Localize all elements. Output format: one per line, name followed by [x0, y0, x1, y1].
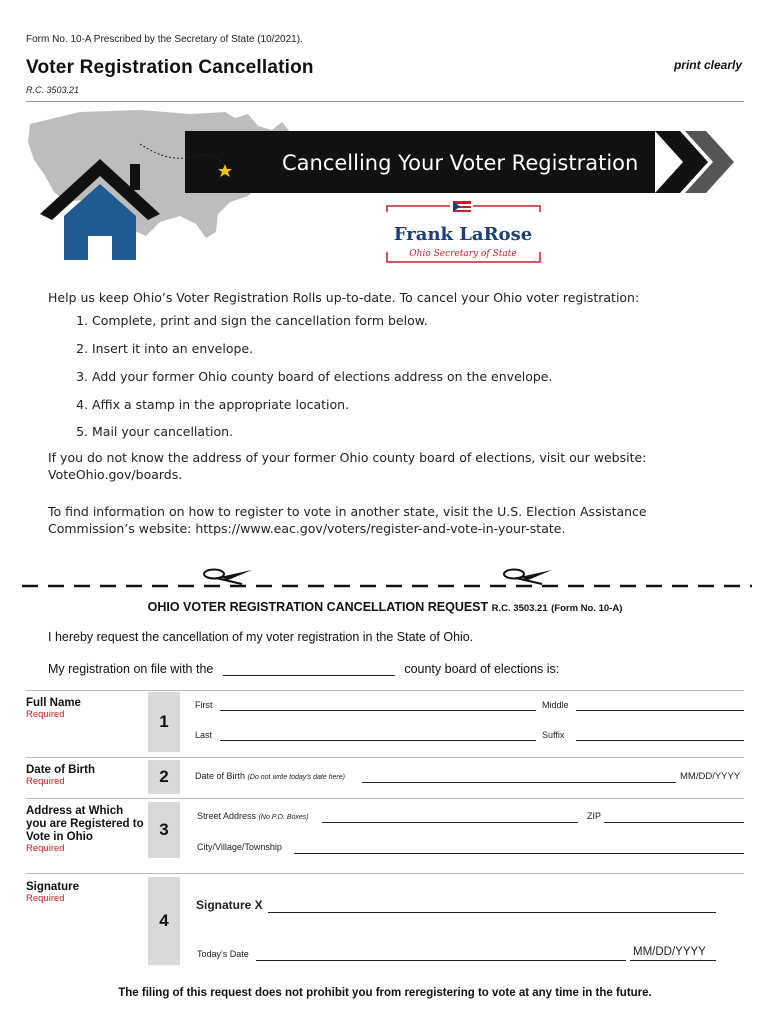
- first-name-label: First: [195, 700, 213, 710]
- county-statement-after: county board of elections is:: [404, 662, 560, 676]
- todays-date-field[interactable]: [256, 949, 626, 961]
- section-number: 2: [148, 760, 180, 794]
- section-title: Address at Which you are Registered to Vote in Ohio: [26, 805, 144, 843]
- dob-label: [26, 764, 95, 788]
- signature-label: [26, 881, 79, 905]
- signature-x-label: Signature X: [196, 898, 263, 912]
- county-statement: [48, 661, 559, 676]
- city-label: City/Village/Township: [197, 842, 282, 852]
- suffix-label: Suffix: [542, 730, 565, 740]
- page-title: Voter Registration Cancellation: [26, 57, 314, 78]
- middle-name-field[interactable]: [576, 700, 744, 711]
- dob-field-text: Date of Birth: [195, 771, 246, 781]
- section-title: Signature: [26, 881, 80, 893]
- street-address-field[interactable]: [322, 811, 578, 823]
- form-number: Form No. 10-A Prescribed by the Secretary of State (10/2021).: [26, 34, 303, 45]
- section-number: 3: [148, 802, 180, 858]
- banner-graphic: [20, 104, 740, 274]
- instructions-intro: Help us keep Ohio’s Voter Registration Rolls up-to-date. To cancel your Ohio voter registration:: [48, 290, 640, 305]
- revised-code: R.C. 3503.21: [26, 85, 80, 95]
- boards-note: If you do not know the address of your former Ohio county board of elections, visit our website: VoteOhio.gov/boards.: [48, 450, 647, 483]
- suffix-field[interactable]: [576, 730, 744, 741]
- eac-note: To find information on how to register to vote in another state, visit the U.S. Election Assistance Commission’s website: https://www.eac.gov/voters/register-and-vote-in-your-state.: [48, 504, 647, 536]
- todays-date-format-line: [630, 949, 716, 961]
- list-item: 3. Add your former Ohio county board of elections address on the envelope.: [92, 369, 728, 386]
- last-name-field[interactable]: [220, 730, 536, 741]
- list-item: 4. Affix a stamp in the appropriate location.: [92, 397, 728, 414]
- request-title: [0, 600, 770, 614]
- header-divider: [26, 101, 744, 102]
- signature-field[interactable]: [268, 900, 716, 913]
- section-divider: [26, 873, 744, 874]
- section-title: Date of Birth: [26, 764, 95, 776]
- last-name-label: Last: [195, 730, 213, 740]
- zip-label: ZIP: [587, 811, 602, 821]
- dob-format: MM/DD/YYYY: [680, 771, 741, 782]
- county-input[interactable]: [223, 661, 395, 676]
- dob-field[interactable]: [362, 771, 676, 783]
- zip-field[interactable]: [604, 811, 744, 823]
- required-badge: Required: [26, 892, 65, 904]
- cut-line: [22, 562, 752, 602]
- middle-name-label: Middle: [542, 700, 569, 710]
- section-divider: [26, 757, 744, 758]
- official-name: Frank LaRose: [393, 224, 533, 245]
- first-name-field[interactable]: [220, 700, 536, 711]
- banner-heading: Cancelling Your Voter Registration: [282, 151, 639, 175]
- section-title: Full Name: [26, 697, 81, 709]
- todays-date-label: Today's Date: [197, 949, 249, 959]
- section-number: 4: [148, 877, 180, 965]
- official-title: Ohio Secretary of State: [409, 249, 517, 259]
- official-logo: [387, 201, 540, 262]
- required-badge: Required: [26, 708, 65, 720]
- county-statement-before: My registration on file with the: [48, 662, 214, 676]
- dob-hint: (Do not write today's date here): [247, 774, 345, 781]
- city-field[interactable]: [294, 842, 744, 854]
- section-divider: [26, 690, 744, 691]
- street-label-text: Street Address: [197, 811, 257, 821]
- section-number: 1: [148, 692, 180, 752]
- instructions: [48, 290, 728, 538]
- todays-date-format: MM/DD/YYYY: [633, 946, 706, 958]
- dob-field-label: [195, 771, 345, 781]
- list-item: 2. Insert it into an envelope.: [92, 341, 728, 358]
- required-badge: Required: [26, 775, 65, 787]
- street-hint: (No P.O. Boxes): [258, 814, 309, 821]
- instructions-steps: [48, 313, 728, 441]
- required-badge: Required: [26, 842, 65, 854]
- address-label: [26, 805, 144, 854]
- request-title-code: R.C. 3503.21: [491, 603, 548, 614]
- request-title-form: (Form No. 10-A): [551, 603, 623, 614]
- footer-note: The filing of this request does not prohibit you from reregistering to vote at any time in the future.: [118, 987, 652, 999]
- list-item: 1. Complete, print and sign the cancellation form below.: [92, 313, 728, 330]
- full-name-label: [26, 697, 81, 721]
- print-clearly-note: print clearly: [673, 58, 742, 72]
- street-label: [197, 811, 309, 821]
- request-statement: I hereby request the cancellation of my voter registration in the State of Ohio.: [48, 630, 474, 644]
- house-chimney: [130, 164, 140, 190]
- request-title-main: OHIO VOTER REGISTRATION CANCELLATION REQUEST: [147, 600, 489, 614]
- scissors-icon: [204, 570, 252, 585]
- scissors-icon: [504, 570, 552, 585]
- list-item: 5. Mail your cancellation.: [92, 424, 728, 441]
- section-divider: [26, 798, 744, 799]
